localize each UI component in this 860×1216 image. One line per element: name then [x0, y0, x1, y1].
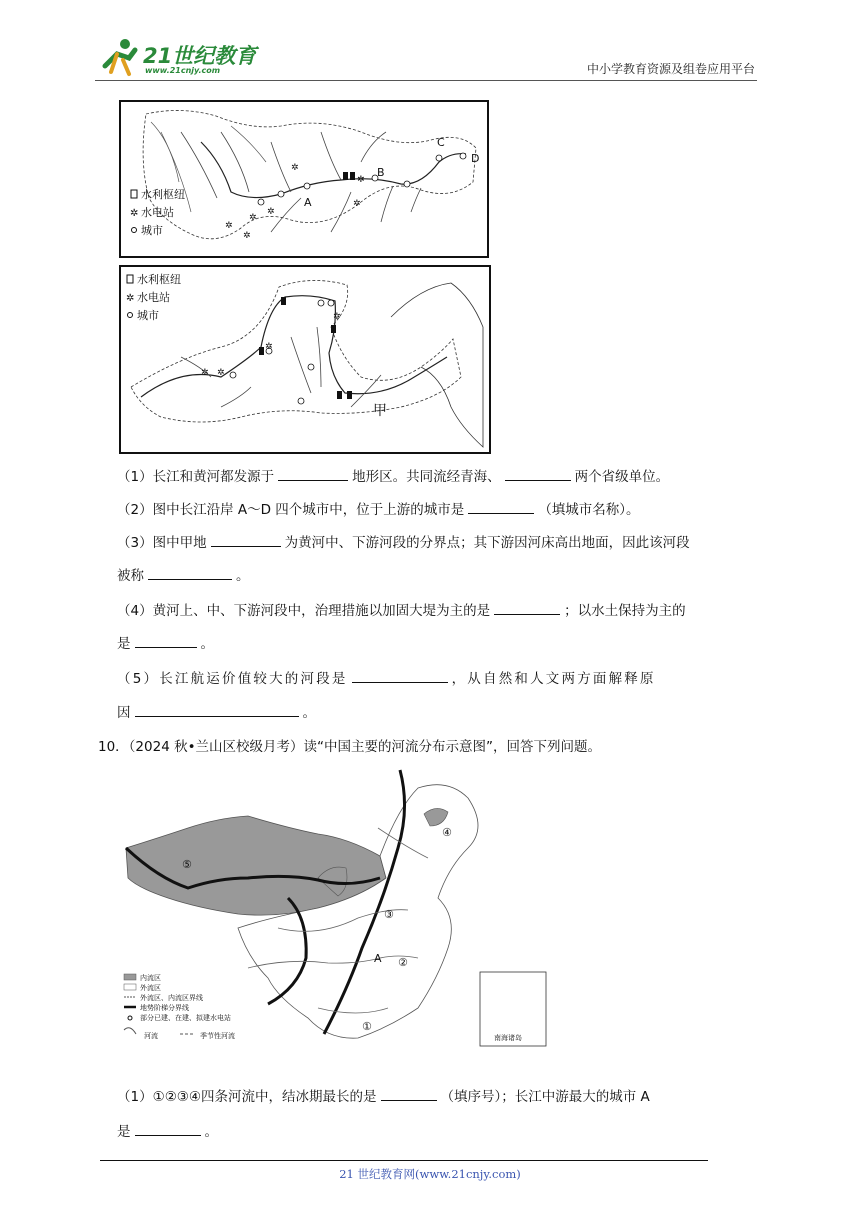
map3-label-5: ⑤: [182, 858, 192, 871]
svg-text:外流区、内流区界线: 外流区、内流区界线: [140, 994, 203, 1002]
answer-blank[interactable]: [148, 565, 232, 580]
map2-label-jia: 甲: [373, 403, 387, 419]
answer-blank[interactable]: [278, 466, 348, 481]
svg-text:✲: ✲: [291, 163, 299, 173]
svg-text:水电站: 水电站: [141, 206, 174, 219]
svg-text:地势阶梯分界线: 地势阶梯分界线: [140, 1004, 189, 1012]
map2-legend: [126, 272, 181, 322]
svg-text:外流区: 外流区: [140, 984, 161, 992]
svg-text:✲: ✲: [333, 312, 341, 322]
svg-text:水电站: 水电站: [137, 291, 170, 304]
svg-text:✲: ✲: [217, 368, 225, 378]
svg-text:水利枢纽: 水利枢纽: [141, 188, 185, 201]
answer-blank[interactable]: [135, 633, 197, 648]
map3-label-2: ②: [398, 956, 408, 969]
map1-label-b: B: [377, 166, 385, 179]
question-10-1: （1）①②③④四条河流中，结冰期最长的是 （填序号）；长江中游最大的城市 A: [117, 1086, 650, 1107]
question-9-1: （1）长江和黄河都发源于 地形区。共同流经青海、 两个省级单位。: [117, 466, 669, 487]
answer-blank[interactable]: [135, 702, 299, 717]
page-footer: 21 世纪教育网(www.21cnjy.com): [339, 1167, 521, 1181]
question-9-5: （5）长江航运价值较大的河段是 ，从自然和人文两方面解释原: [117, 668, 656, 689]
map3-label-3: ③: [384, 908, 394, 921]
question-10-title: 10．（2024 秋•兰山区校级月考）读“中国主要的河流分布示意图”，回答下列问题。: [98, 739, 602, 755]
question-9-3b: 被称 。: [117, 565, 250, 586]
svg-text:✲: ✲: [265, 342, 273, 352]
map3-legend: [124, 973, 235, 1040]
map3-label-1: ①: [362, 1020, 372, 1033]
svg-text:✲: ✲: [267, 207, 275, 217]
svg-text:季节性河流: 季节性河流: [200, 1032, 235, 1040]
svg-text:部分已建、在建、拟建水电站: 部分已建、在建、拟建水电站: [140, 1014, 231, 1022]
svg-text:✲: ✲: [201, 368, 209, 378]
question-9-5b: 因 。: [117, 702, 316, 723]
svg-text:城市: 城市: [141, 224, 163, 237]
map3-label-a: A: [374, 952, 382, 965]
question-9-4: （4）黄河上、中、下游河段中，治理措施以加固大堤为主的是 ；以水土保持为主的: [117, 600, 686, 621]
svg-text:✲: ✲: [357, 175, 365, 185]
yangtze-map: [119, 100, 489, 258]
svg-text:城市: 城市: [137, 309, 159, 322]
logo-text: 21世纪教育: [143, 44, 257, 68]
map1-label-d: D: [471, 152, 480, 165]
question-9-3: （3）图中甲地 为黄河中、下游河段的分界点；其下游因河床高出地面，因此该河段: [117, 532, 690, 553]
answer-blank[interactable]: [135, 1121, 201, 1136]
yellow-river-map: [119, 265, 491, 454]
map3-label-4: ④: [442, 826, 452, 839]
map1-label-a: A: [304, 196, 312, 209]
question-9-4b: 是 。: [117, 633, 214, 654]
answer-blank[interactable]: [381, 1086, 437, 1101]
answer-blank[interactable]: [352, 668, 448, 683]
logo-url: www.21cnjy.com: [145, 66, 221, 75]
footer-divider: [100, 1160, 708, 1161]
svg-text:✲: ✲: [353, 199, 361, 209]
svg-text:✲: ✲: [243, 231, 251, 241]
answer-blank[interactable]: [505, 466, 571, 481]
runner-icon: [95, 36, 143, 78]
logo: [95, 36, 265, 78]
star-icon: ✲: [130, 208, 139, 219]
header-tagline: 中小学教育资源及组卷应用平台: [586, 62, 755, 76]
map1-label-c: C: [437, 136, 445, 149]
map1-legend: [130, 187, 185, 237]
svg-text:✲: ✲: [225, 221, 233, 231]
answer-blank[interactable]: [468, 499, 534, 514]
svg-text:✲: ✲: [126, 293, 135, 304]
answer-blank[interactable]: [494, 600, 560, 615]
svg-text:水利枢纽: 水利枢纽: [137, 273, 181, 286]
inset-label: 南海诸岛: [494, 1034, 522, 1042]
svg-text:河流: 河流: [144, 1032, 158, 1040]
svg-text:✲: ✲: [249, 213, 257, 223]
question-10-1b: 是 。: [117, 1121, 218, 1142]
answer-blank[interactable]: [211, 532, 281, 547]
svg-text:内流区: 内流区: [140, 974, 161, 982]
china-rivers-map: [118, 768, 560, 1058]
question-9-2: （2）图中长江沿岸 A～D 四个城市中，位于上游的城市是 （填城市名称）。: [117, 499, 640, 520]
page-header: [95, 36, 757, 81]
